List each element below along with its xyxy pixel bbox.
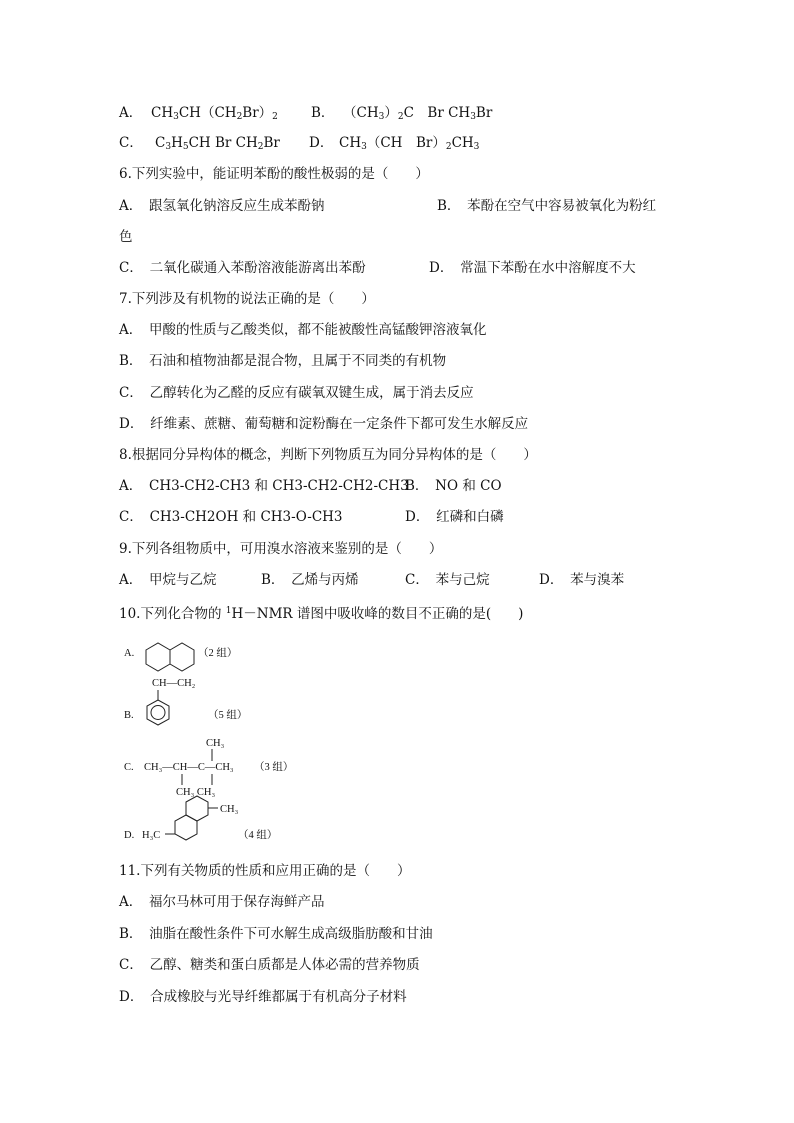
q6-stem: 6.下列实验中，能证明苯酚的酸性极弱的是（ ） (119, 166, 429, 182)
q9-option-b: B． 乙烯与丙烯 (261, 572, 359, 588)
q10-structures-figure (120, 640, 320, 850)
q10-b-label: B. (124, 710, 134, 721)
q9-option-d: D． 苯与溴苯 (539, 572, 625, 588)
q7-stem: 7.下列涉及有机物的说法正确的是（ ） (119, 291, 375, 307)
benzene-aromatic-circle (151, 706, 165, 720)
q5-option-d-label: D． (309, 135, 334, 151)
decalin-ring-left (146, 643, 170, 671)
q10-option-d-structure (124, 796, 277, 841)
q10-c-main-chain: CH₃—CH—C—CH₃ (144, 762, 234, 773)
q8-option-a: A． CH3-CH2-CH3 和 CH3-CH2-CH2-CH3 (119, 478, 409, 494)
q5-option-a-label: A． (119, 105, 143, 121)
q6-option-a: A． 跟氢氧化钠溶反应生成苯酚钠 (119, 198, 325, 214)
q10-c-top-methyl: CH₃ (206, 738, 225, 749)
q6-option-d: D． 常温下苯酚在水中溶解度不大 (429, 260, 636, 276)
q5-option-c-label: C． (119, 135, 143, 151)
q5-option-b-label: B． (311, 105, 335, 121)
q10-d-groups: （4 组） (238, 830, 278, 841)
q5-option-b: $(CH_3)_2C$ Br $CH_3Br$ (343, 105, 493, 122)
q10-option-a-structure (124, 643, 237, 671)
benzene-ring (147, 700, 169, 725)
q10-b-substituent: CH—CH₂ (152, 678, 196, 689)
q8-option-c: C． CH3-CH2OH 和 CH3-O-CH3 (119, 509, 343, 525)
q10-b-groups: （5 组） (208, 710, 248, 721)
q7-option-c: C． 乙醇转化为乙醛的反应有碳氧双键生成，属于消去反应 (119, 385, 474, 401)
q10-d-right-methyl: CH₃ (220, 804, 239, 815)
q8-option-b: B． NO 和 CO (405, 478, 502, 494)
q5-option-d: $CH_3(CH$ $Br)_2CH_3$ (339, 135, 480, 152)
q9-option-a: A． 甲烷与乙烷 (119, 572, 217, 588)
q8-stem: 8.根据同分异构体的概念，判断下列物质互为同分异构体的是（ ） (119, 447, 537, 463)
q10-c-groups: （3 组） (254, 762, 294, 773)
q5-option-a: $CH_3CH(CH_2Br)_2$ (151, 105, 278, 122)
q10-a-label: A. (124, 648, 135, 659)
q11-option-c: C． 乙醇、糖类和蛋白质都是人体必需的营养物质 (119, 957, 420, 973)
q6-option-c: C． 二氧化碳通入苯酚溶液能游离出苯酚 (119, 260, 366, 276)
q10-c-bottom-methyls: CH₃ CH₃ (176, 787, 216, 798)
q10-option-c-structure (124, 738, 293, 798)
q9-stem: 9.下列各组物质中，可用溴水溶液来鉴别的是（ ） (119, 541, 443, 557)
q11-option-a: A． 福尔马林可用于保存海鲜产品 (119, 894, 325, 910)
decalin-ring-right (170, 643, 194, 671)
q7-option-b: B． 石油和植物油都是混合物，且属于不同类的有机物 (119, 353, 447, 369)
q9-option-c: C． 苯与己烷 (405, 572, 490, 588)
q6-option-b: B． 苯酚在空气中容易被氧化为粉红 (437, 198, 657, 214)
q5-option-c: $C_3H_5CH$ Br $CH_2Br$ (155, 135, 280, 152)
q7-option-a: A． 甲酸的性质与乙酸类似，都不能被酸性高锰酸钾溶液氧化 (119, 322, 487, 338)
q7-option-d: D． 纤维素、蔗糖、葡萄糖和淀粉酶在一定条件下都可发生水解反应 (119, 416, 529, 432)
q10-c-label: C. (124, 762, 134, 773)
q11-stem: 11.下列有关物质的性质和应用正确的是（ ） (119, 863, 411, 879)
q8-option-d: D． 红磷和白磷 (405, 509, 504, 525)
q10-d-label: D. (124, 830, 135, 841)
q10-d-left-methyl: H₃C (142, 830, 161, 841)
q11-option-b: B． 油脂在酸性条件下可水解生成高级脂肪酸和甘油 (119, 926, 433, 942)
q6-option-b-continued: 色 (119, 229, 133, 245)
q11-option-d: D． 合成橡胶与光导纤维都属于有机高分子材料 (119, 989, 407, 1005)
q10-stem: 10.下列化合物的 $^1$H－NMR 谱图中吸收峰的数目不正确的是( ) (119, 606, 524, 622)
q10-a-groups: （2 组） (198, 648, 238, 659)
naphthalene-ring-bottom (175, 815, 197, 840)
q10-option-b-structure (124, 678, 247, 725)
